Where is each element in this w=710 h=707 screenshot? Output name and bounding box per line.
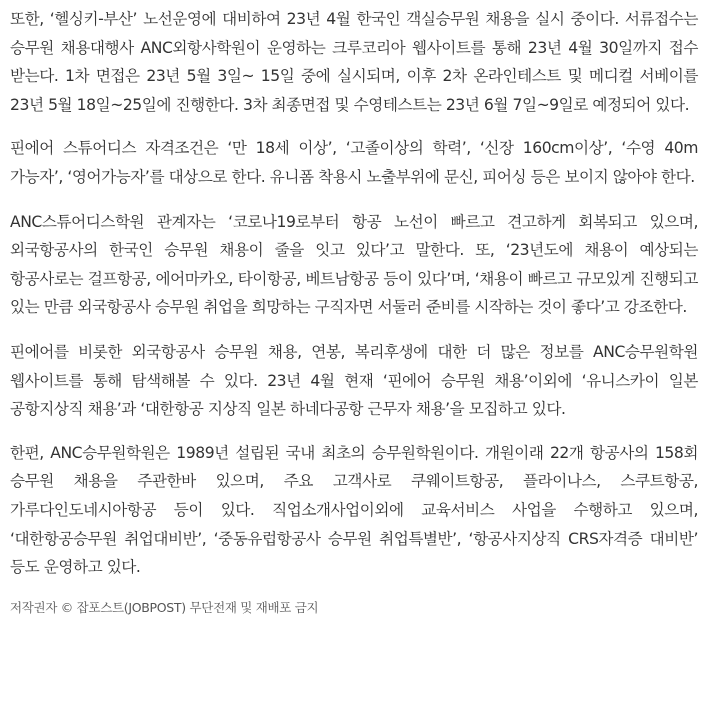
article-paragraph: 핀에어 스튜어디스 자격조건은 ‘만 18세 이상’, ‘고졸이상의 학력’, ‘신장 160cm이상’, ‘수영 40m 가능자’, ‘영어가능자’를 대상으로 한다. 유니폼 착용시 노출부위에 문신, 피어싱 등은 보이지 않아야 한다.	[10, 139, 698, 186]
article-paragraph: ANC스튜어디스학원 관계자는 ‘코로나19로부터 항공 노선이 빠르고 견고하게 회복되고 있으며, 외국항공사의 한국인 승무원 채용이 줄을 잇고 있다’고 말한다. 또, ‘23년도에 채용이 예상되는 항공사로는 걸프항공, 에어마카오, 타이항공, 베트남항공 등이 있다’며, ‘채용이 빠르고 규모있게 진행되고 있는 만큼 외국항공사 승무원 취업을 희망하는 구직자면 서둘러 준비를 시작하는 것이 좋다’고 강조한다.	[10, 212, 698, 317]
copyright-notice: 저작권자 © 잡포스트(JOBPOST) 무단전재 및 재배포 금지	[10, 599, 319, 615]
article-body	[10, 0, 698, 618]
article-paragraph: 핀에어를 비롯한 외국항공사 승무원 채용, 연봉, 복리후생에 대한 더 많은 정보를 ANC승무원학원 웹사이트를 통해 탐색해볼 수 있다. 23년 4월 현재 ‘핀에어 승무원 채용’이외에 ‘유니스카이 일본 공항지상직 채용’과 ‘대한항공 지상직 일본 하네다공항 근무자 채용’을 모집하고 있다.	[10, 342, 698, 419]
article-paragraph: 또한, ‘헬싱키-부산’ 노선운영에 대비하여 23년 4월 한국인 객실승무원 채용을 실시 중이다. 서류접수는 승무원 채용대행사 ANC외항사학원이 운영하는 크루코리아 웹사이트를 통해 23년 4월 30일까지 접수 받는다. 1차 면접은 23년 5월 3일~ 15일 중에 실시되며, 이후 2차 온라인테스트 및 메디컬 서베이를 23년 5월 18일~25일에 진행한다. 3차 최종면접 및 수영테스트는 23년 6월 7일~9일로 예정되어 있다.	[10, 10, 698, 114]
article-paragraph: 한편, ANC승무원학원은 1989년 설립된 국내 최초의 승무원학원이다. 개원이래 22개 항공사의 158회 승무원 채용을 주관한바 있으며, 주요 고객사로 쿠웨이트항공, 플라이나스, 스쿠트항공, 가루다인도네시아항공 등이 있다. 직업소개사업이외에 교육서비스 사업을 수행하고 있으며, ‘대한항공승무원 취업대비반’, ‘중동유럽항공사 승무원 취업특별반’, ‘항공사지상직 CRS자격증 대비반’ 등도 운영하고 있다.	[10, 443, 698, 577]
